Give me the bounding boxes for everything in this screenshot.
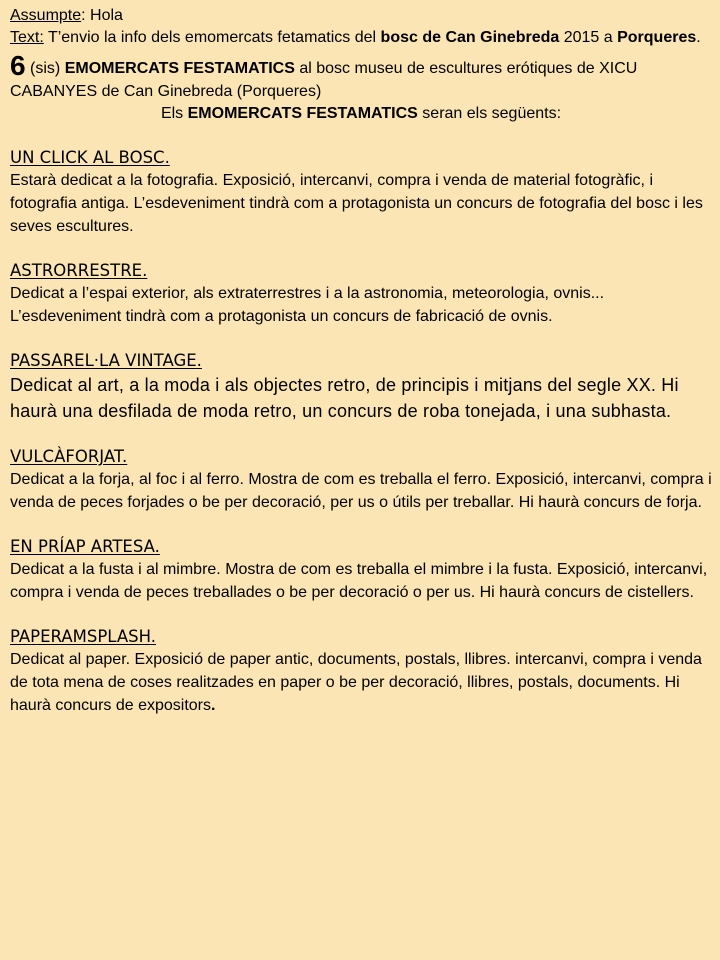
section-body: Estarà dedicat a la fotografia. Exposició, intercanvi, compra i venda de material fotogràfic, i fotografia antiga. L’esdeveniment tindrà com a protagonista un concurs de fotografia del bosc i les seves escultures. xyxy=(10,172,703,235)
text-line xyxy=(10,27,712,49)
section-paperamsplash xyxy=(10,626,712,717)
headline-number: 6 xyxy=(10,50,26,81)
headline-paren: (sis) xyxy=(25,60,65,77)
text-bold-location: bosc de Can Ginebreda xyxy=(380,29,560,46)
intro-pre: Els xyxy=(160,105,188,122)
section-title xyxy=(10,446,712,468)
section-body xyxy=(10,648,712,717)
section-title-dot: . xyxy=(122,447,128,466)
text-part-2: 2015 a xyxy=(559,29,618,46)
subject-line xyxy=(10,5,712,27)
section-title-dot: . xyxy=(196,351,202,370)
section-click-al-bosc xyxy=(10,147,712,238)
headline xyxy=(10,50,712,103)
section-title-dot: . xyxy=(150,627,156,646)
section-title-dot: . xyxy=(154,537,160,556)
text-part-1: T’envio la info dels emomercats fetamatics del xyxy=(43,29,381,46)
text-end: . xyxy=(696,29,701,46)
subject-label: Assumpte xyxy=(10,7,82,24)
section-title xyxy=(10,350,712,372)
section-astrorrestre xyxy=(10,260,712,328)
subject-separator: : xyxy=(81,7,91,24)
section-en-priap-artesa xyxy=(10,536,712,604)
section-title xyxy=(10,260,712,282)
section-title xyxy=(10,536,712,558)
headline-rest: al bosc museu de escultures erótiques de XICU CABANYES de Can Ginebreda (Porqueres) xyxy=(10,60,638,100)
section-title-text: UN CLICK AL BOSC xyxy=(10,148,165,167)
section-body-text: Dedicat al paper. Exposició de paper antic, documents, postals, llibres. intercanvi, compra i venda de tota mena de coses realitzades en paper o be per decoració, llibres, postals, documents. Hi haurà concurs de expositors xyxy=(10,651,702,714)
text-label: Text: xyxy=(10,29,44,46)
intro-line xyxy=(10,103,712,125)
section-title-dot: . xyxy=(164,148,170,167)
section-title-text: PASSAREL·LA VINTAGE xyxy=(10,351,197,370)
section-body: Dedicat a l’espai exterior, als extraterrestres i a la astronomia, meteorologia, ovnis... L’esdeveniment tindrà com a protagonista un concurs de fabricació de ovnis. xyxy=(10,285,605,325)
headline-bold: EMOMERCATS FESTAMATICS xyxy=(64,60,295,77)
intro-post: seran els següents: xyxy=(417,105,562,122)
text-bold-town: Porqueres xyxy=(617,29,697,46)
section-title-text: EN PRÍAP ARTESA xyxy=(10,537,155,556)
subject-value: Hola xyxy=(90,7,123,24)
section-vulcaforjat xyxy=(10,446,712,514)
intro-bold: EMOMERCATS FESTAMATICS xyxy=(187,105,418,122)
section-title-text: PAPERAMSPLASH xyxy=(10,627,151,646)
section-body: Dedicat a la forja, al foc i al ferro. Mostra de com es treballa el ferro. Exposició, intercanvi, compra i venda de peces forjades o be per decoració, per us o útils per treballar. Hi haurà concurs de forja. xyxy=(10,471,712,511)
section-title-dot: . xyxy=(142,261,148,280)
section-passarella-vintage xyxy=(10,350,712,424)
section-body-end: . xyxy=(211,697,216,714)
section-body: Dedicat a la fusta i al mimbre. Mostra de com es treballa el mimbre i la fusta. Exposició, intercanvi, compra i venda de peces treballades o be per decoració o per us. Hi haurà concurs de cistellers. xyxy=(10,561,708,601)
section-title xyxy=(10,147,712,169)
section-title-text: VULCÀFORJAT xyxy=(10,447,123,466)
section-title xyxy=(10,626,712,648)
section-title-text: ASTRORRESTRE xyxy=(10,261,143,280)
section-body: Dedicat al art, a la moda i als objectes retro, de principis i mitjans del segle XX. Hi haurà una desfilada de moda retro, un concurs de roba tonejada, i una subhasta. xyxy=(10,375,679,421)
